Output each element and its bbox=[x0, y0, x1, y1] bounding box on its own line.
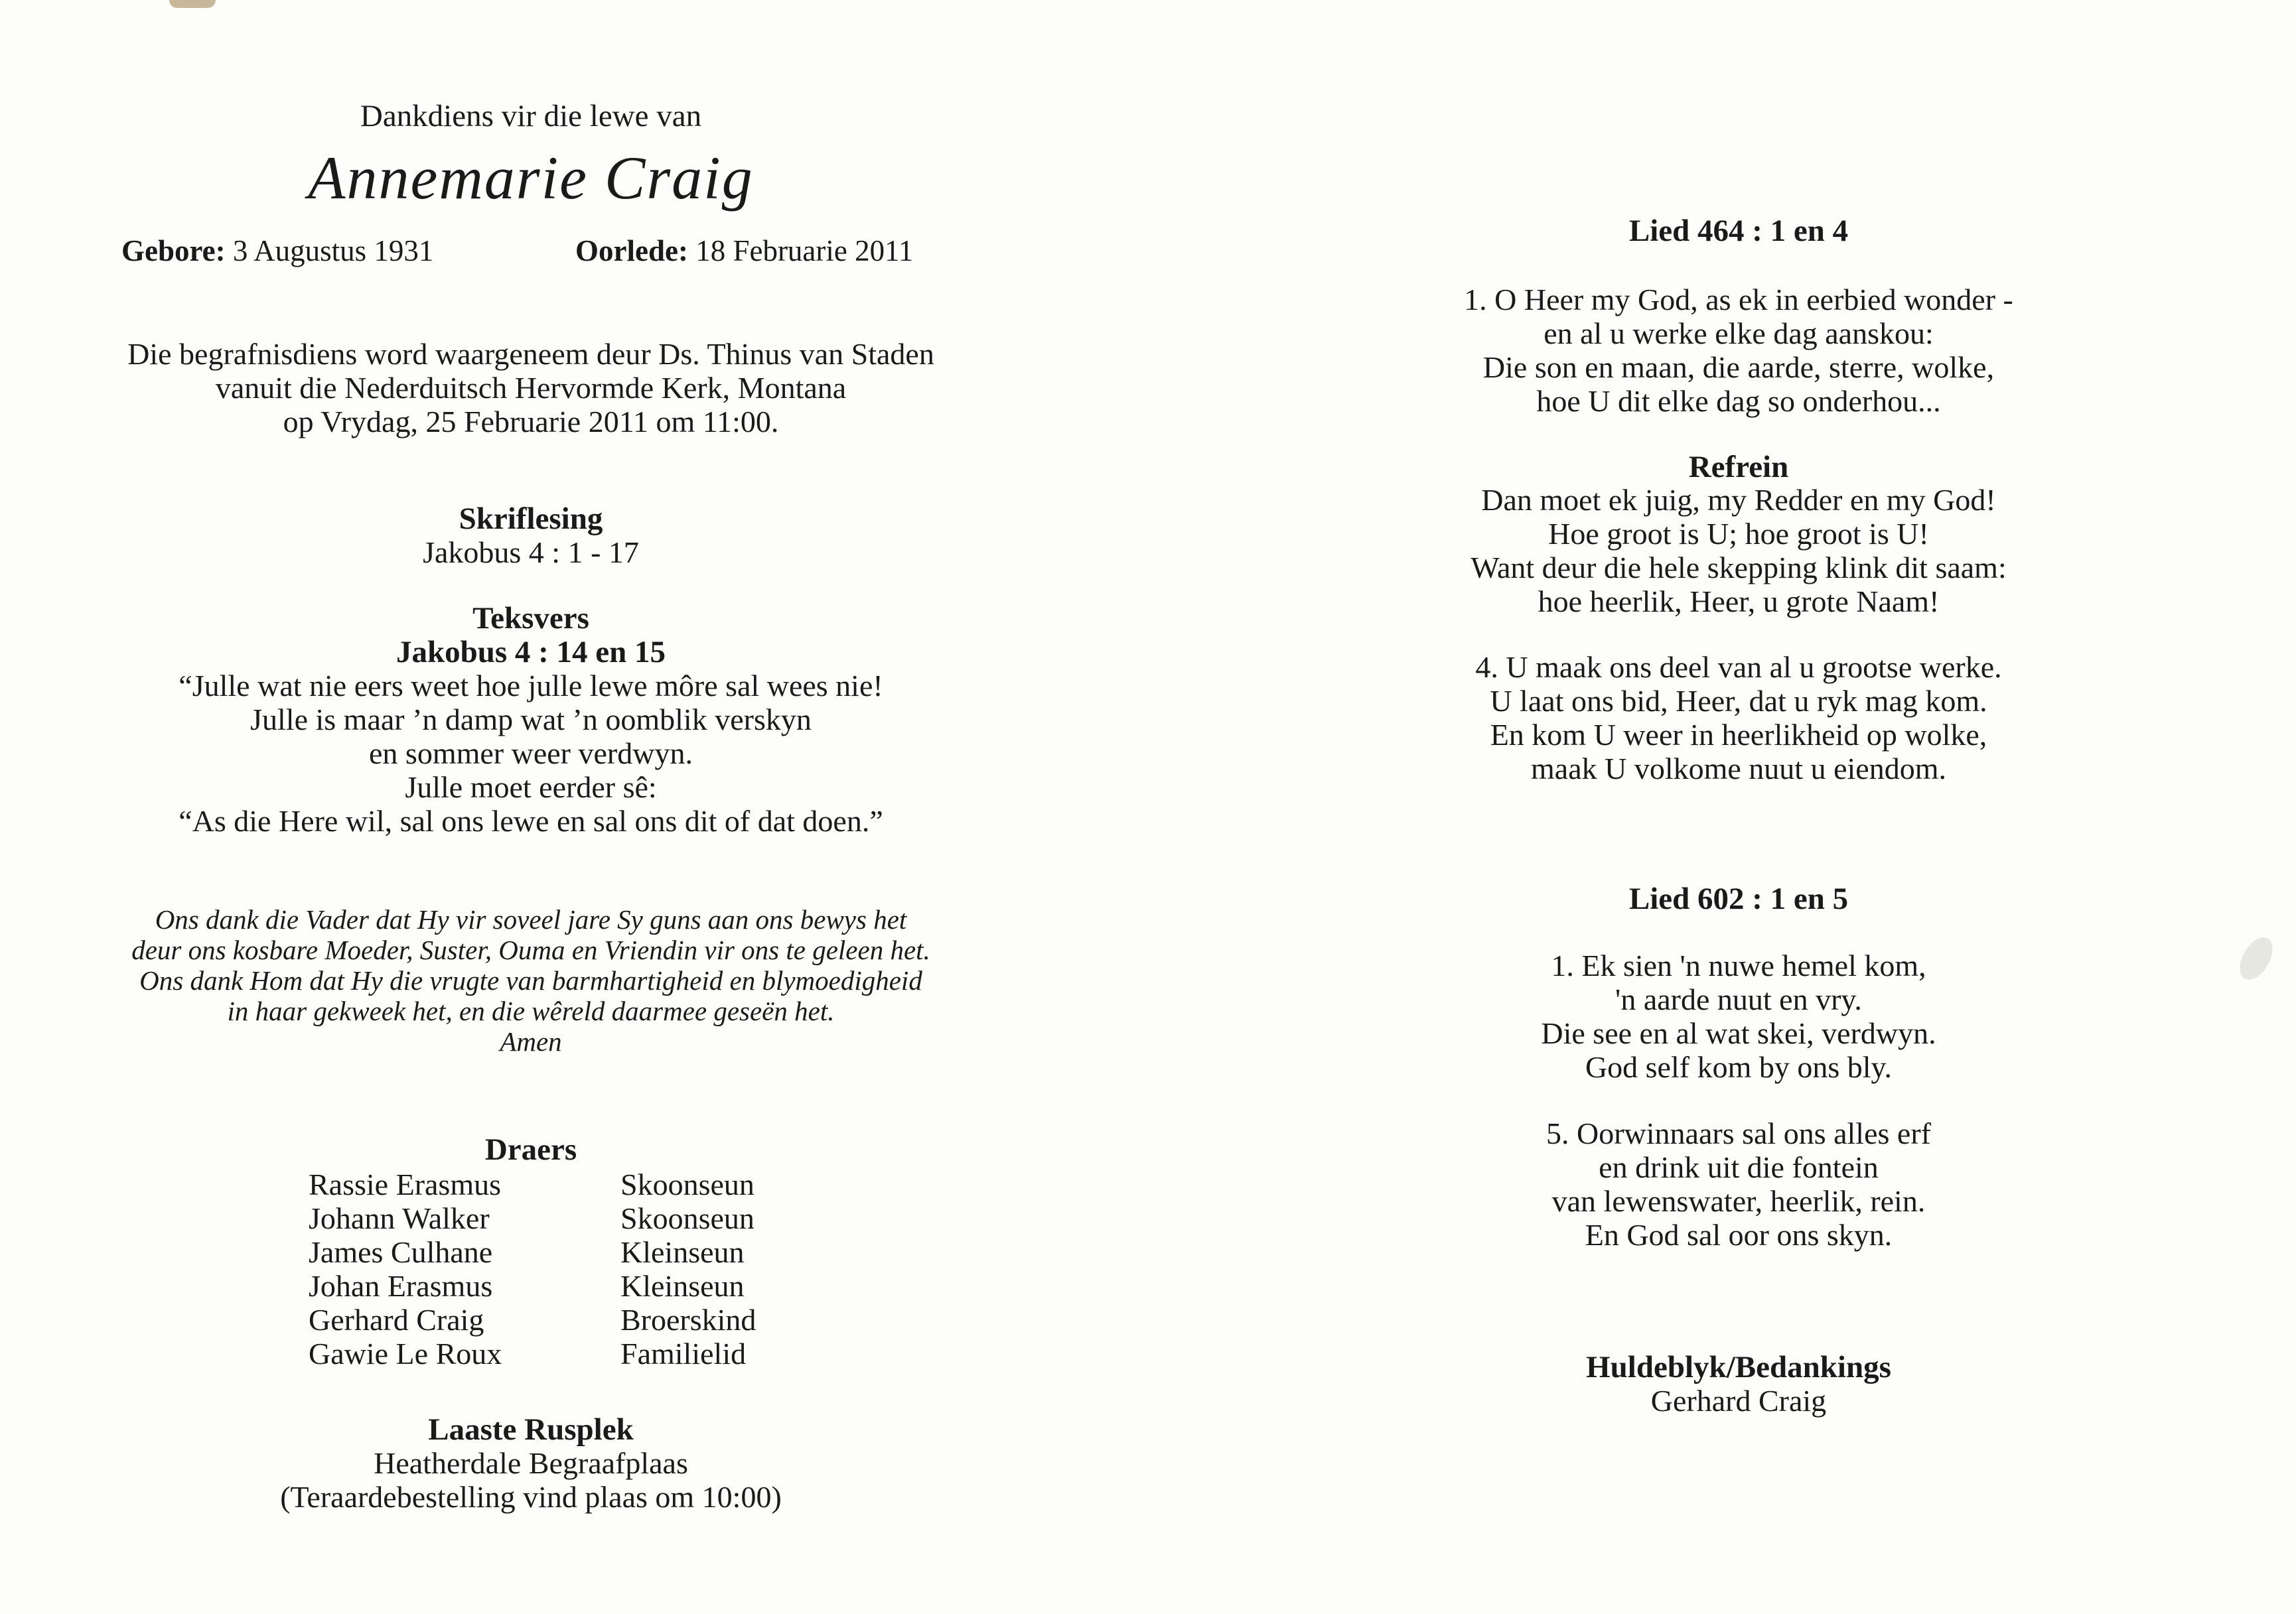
bearer-name: Johann Walker bbox=[309, 1201, 490, 1235]
rest-heading: Laaste Rusplek bbox=[428, 1412, 634, 1447]
left-page bbox=[0, 0, 1128, 1614]
hymn-line: hoe U dit elke dag so onderhou... bbox=[1536, 384, 1941, 418]
born-line bbox=[121, 234, 433, 268]
bearer-row bbox=[309, 1201, 756, 1235]
hymn-line: 4. U maak ons deel van al u grootse werke. bbox=[1475, 650, 2002, 684]
thanksgiving-text bbox=[0, 904, 1062, 1057]
hymn-2-title: Lied 602 : 1 en 5 bbox=[1628, 882, 1849, 916]
hymn-line: Die son en maan, die aarde, sterre, wolke, bbox=[1482, 350, 1995, 384]
refrain-text bbox=[1128, 483, 2296, 618]
bearer-relation: Kleinseun bbox=[620, 1269, 745, 1303]
bearer-name: Johan Erasmus bbox=[309, 1269, 493, 1303]
hymn-line: maak U volkome nuut u eiendom. bbox=[1531, 752, 1946, 785]
hymn-1-verse-1 bbox=[1128, 283, 2296, 418]
thanks-line: Amen bbox=[500, 1026, 562, 1057]
tribute-heading: Huldeblyk/Bedankings bbox=[1586, 1350, 1891, 1384]
deceased-name: Annemarie Craig bbox=[308, 144, 754, 212]
rest-place: Heatherdale Begraafplaas bbox=[374, 1446, 688, 1480]
refrain-line: Want deur die hele skepping klink dit saam: bbox=[1471, 551, 2007, 584]
died-label: Oorlede: bbox=[575, 234, 688, 267]
service-details bbox=[0, 337, 1062, 438]
bearers-list bbox=[309, 1168, 756, 1371]
scripture-reference: Jakobus 4 : 1 - 17 bbox=[423, 535, 639, 569]
scripture-heading: Skriflesing bbox=[459, 502, 603, 536]
thanks-line: deur ons kosbare Moeder, Suster, Ouma en Vriendin vir ons te geleen het. bbox=[131, 935, 930, 965]
text-heading: Teksvers bbox=[472, 601, 589, 636]
bearer-row bbox=[309, 1168, 756, 1201]
hymn-2-verse-5 bbox=[1128, 1116, 2296, 1252]
hymn-line: 1. O Heer my God, as ek in eerbied wonder - bbox=[1464, 283, 2013, 316]
bearer-name: Gerhard Craig bbox=[309, 1303, 484, 1337]
hymn-line: En God sal oor ons skyn. bbox=[1585, 1218, 1893, 1252]
verse-line: en sommer weer verdwyn. bbox=[369, 736, 693, 770]
text-verse bbox=[0, 669, 1062, 838]
bearer-row bbox=[309, 1303, 756, 1337]
hymn-line: U laat ons bid, Heer, dat u ryk mag kom. bbox=[1490, 684, 1987, 718]
bearer-relation: Skoonseun bbox=[620, 1201, 754, 1235]
bearer-row bbox=[309, 1235, 756, 1269]
bearer-relation: Skoonseun bbox=[620, 1168, 754, 1201]
intro-line: Dankdiens vir die lewe van bbox=[360, 99, 702, 133]
refrain-line: hoe heerlik, Heer, u grote Naam! bbox=[1538, 584, 1940, 618]
bearer-relation: Broerskind bbox=[620, 1303, 756, 1337]
refrain-line: Hoe groot is U; hoe groot is U! bbox=[1548, 517, 1929, 551]
service-line: op Vrydag, 25 Februarie 2011 om 11:00. bbox=[283, 405, 779, 438]
thanks-line: in haar gekweek het, en die wêreld daarmee geseën het. bbox=[227, 996, 835, 1026]
hymn-line: Die see en al wat skei, verdwyn. bbox=[1541, 1016, 1936, 1050]
verse-line: “As die Here wil, sal ons lewe en sal ons dit of dat doen.” bbox=[179, 804, 883, 838]
hymn-1-verse-4 bbox=[1128, 650, 2296, 785]
verse-line: Julle is maar ’n damp wat ’n oomblik verskyn bbox=[250, 703, 812, 736]
hymn-line: 'n aarde nuut en vry. bbox=[1615, 982, 1862, 1016]
bearer-row bbox=[309, 1269, 756, 1303]
corner-smudge bbox=[169, 0, 216, 8]
bearer-relation: Familielid bbox=[620, 1337, 747, 1371]
hymn-line: 1. Ek sien 'n nuwe hemel kom, bbox=[1551, 949, 1926, 982]
hymn-1-title: Lied 464 : 1 en 4 bbox=[1628, 214, 1849, 248]
hymn-2-verse-1 bbox=[1128, 949, 2296, 1084]
thanks-line: Ons dank die Vader dat Hy vir soveel jare Sy guns aan ons bewys het bbox=[155, 904, 907, 935]
bearer-row bbox=[309, 1337, 756, 1371]
right-page bbox=[1128, 0, 2296, 1614]
text-reference: Jakobus 4 : 14 en 15 bbox=[395, 635, 666, 669]
died-date: 18 Februarie 2011 bbox=[695, 234, 914, 267]
bearer-relation: Kleinseun bbox=[620, 1235, 745, 1269]
hymn-line: en al u werke elke dag aanskou: bbox=[1543, 316, 1934, 350]
thanks-line: Ons dank Hom dat Hy die vrugte van barmhartigheid en blymoedigheid bbox=[139, 965, 922, 996]
born-date: 3 Augustus 1931 bbox=[232, 234, 434, 267]
refrain-heading: Refrein bbox=[1688, 450, 1789, 484]
verse-line: Julle moet eerder sê: bbox=[405, 770, 657, 804]
service-line: vanuit die Nederduitsch Hervormde Kerk, Montana bbox=[215, 371, 847, 405]
hymn-line: 5. Oorwinnaars sal ons alles erf bbox=[1546, 1116, 1931, 1150]
born-label: Gebore: bbox=[121, 234, 226, 267]
bearers-heading: Draers bbox=[484, 1132, 577, 1167]
rest-note: (Teraardebestelling vind plaas om 10:00) bbox=[280, 1480, 782, 1514]
refrain-line: Dan moet ek juig, my Redder en my God! bbox=[1481, 483, 1996, 517]
hymn-line: van lewenswater, heerlik, rein. bbox=[1551, 1184, 1926, 1218]
bearer-name: Gawie Le Roux bbox=[309, 1337, 502, 1371]
bearer-name: Rassie Erasmus bbox=[309, 1168, 502, 1201]
hymn-line: en drink uit die fontein bbox=[1599, 1150, 1879, 1184]
service-line: Die begrafnisdiens word waargeneem deur Ds. Thinus van Staden bbox=[127, 337, 934, 371]
verse-line: “Julle wat nie eers weet hoe julle lewe môre sal wees nie! bbox=[179, 669, 883, 703]
hymn-line: God self kom by ons bly. bbox=[1585, 1050, 1893, 1084]
tribute-name: Gerhard Craig bbox=[1650, 1384, 1827, 1418]
bearer-name: James Culhane bbox=[309, 1235, 493, 1269]
hymn-line: En kom U weer in heerlikheid op wolke, bbox=[1490, 718, 1987, 752]
died-line bbox=[575, 234, 913, 268]
